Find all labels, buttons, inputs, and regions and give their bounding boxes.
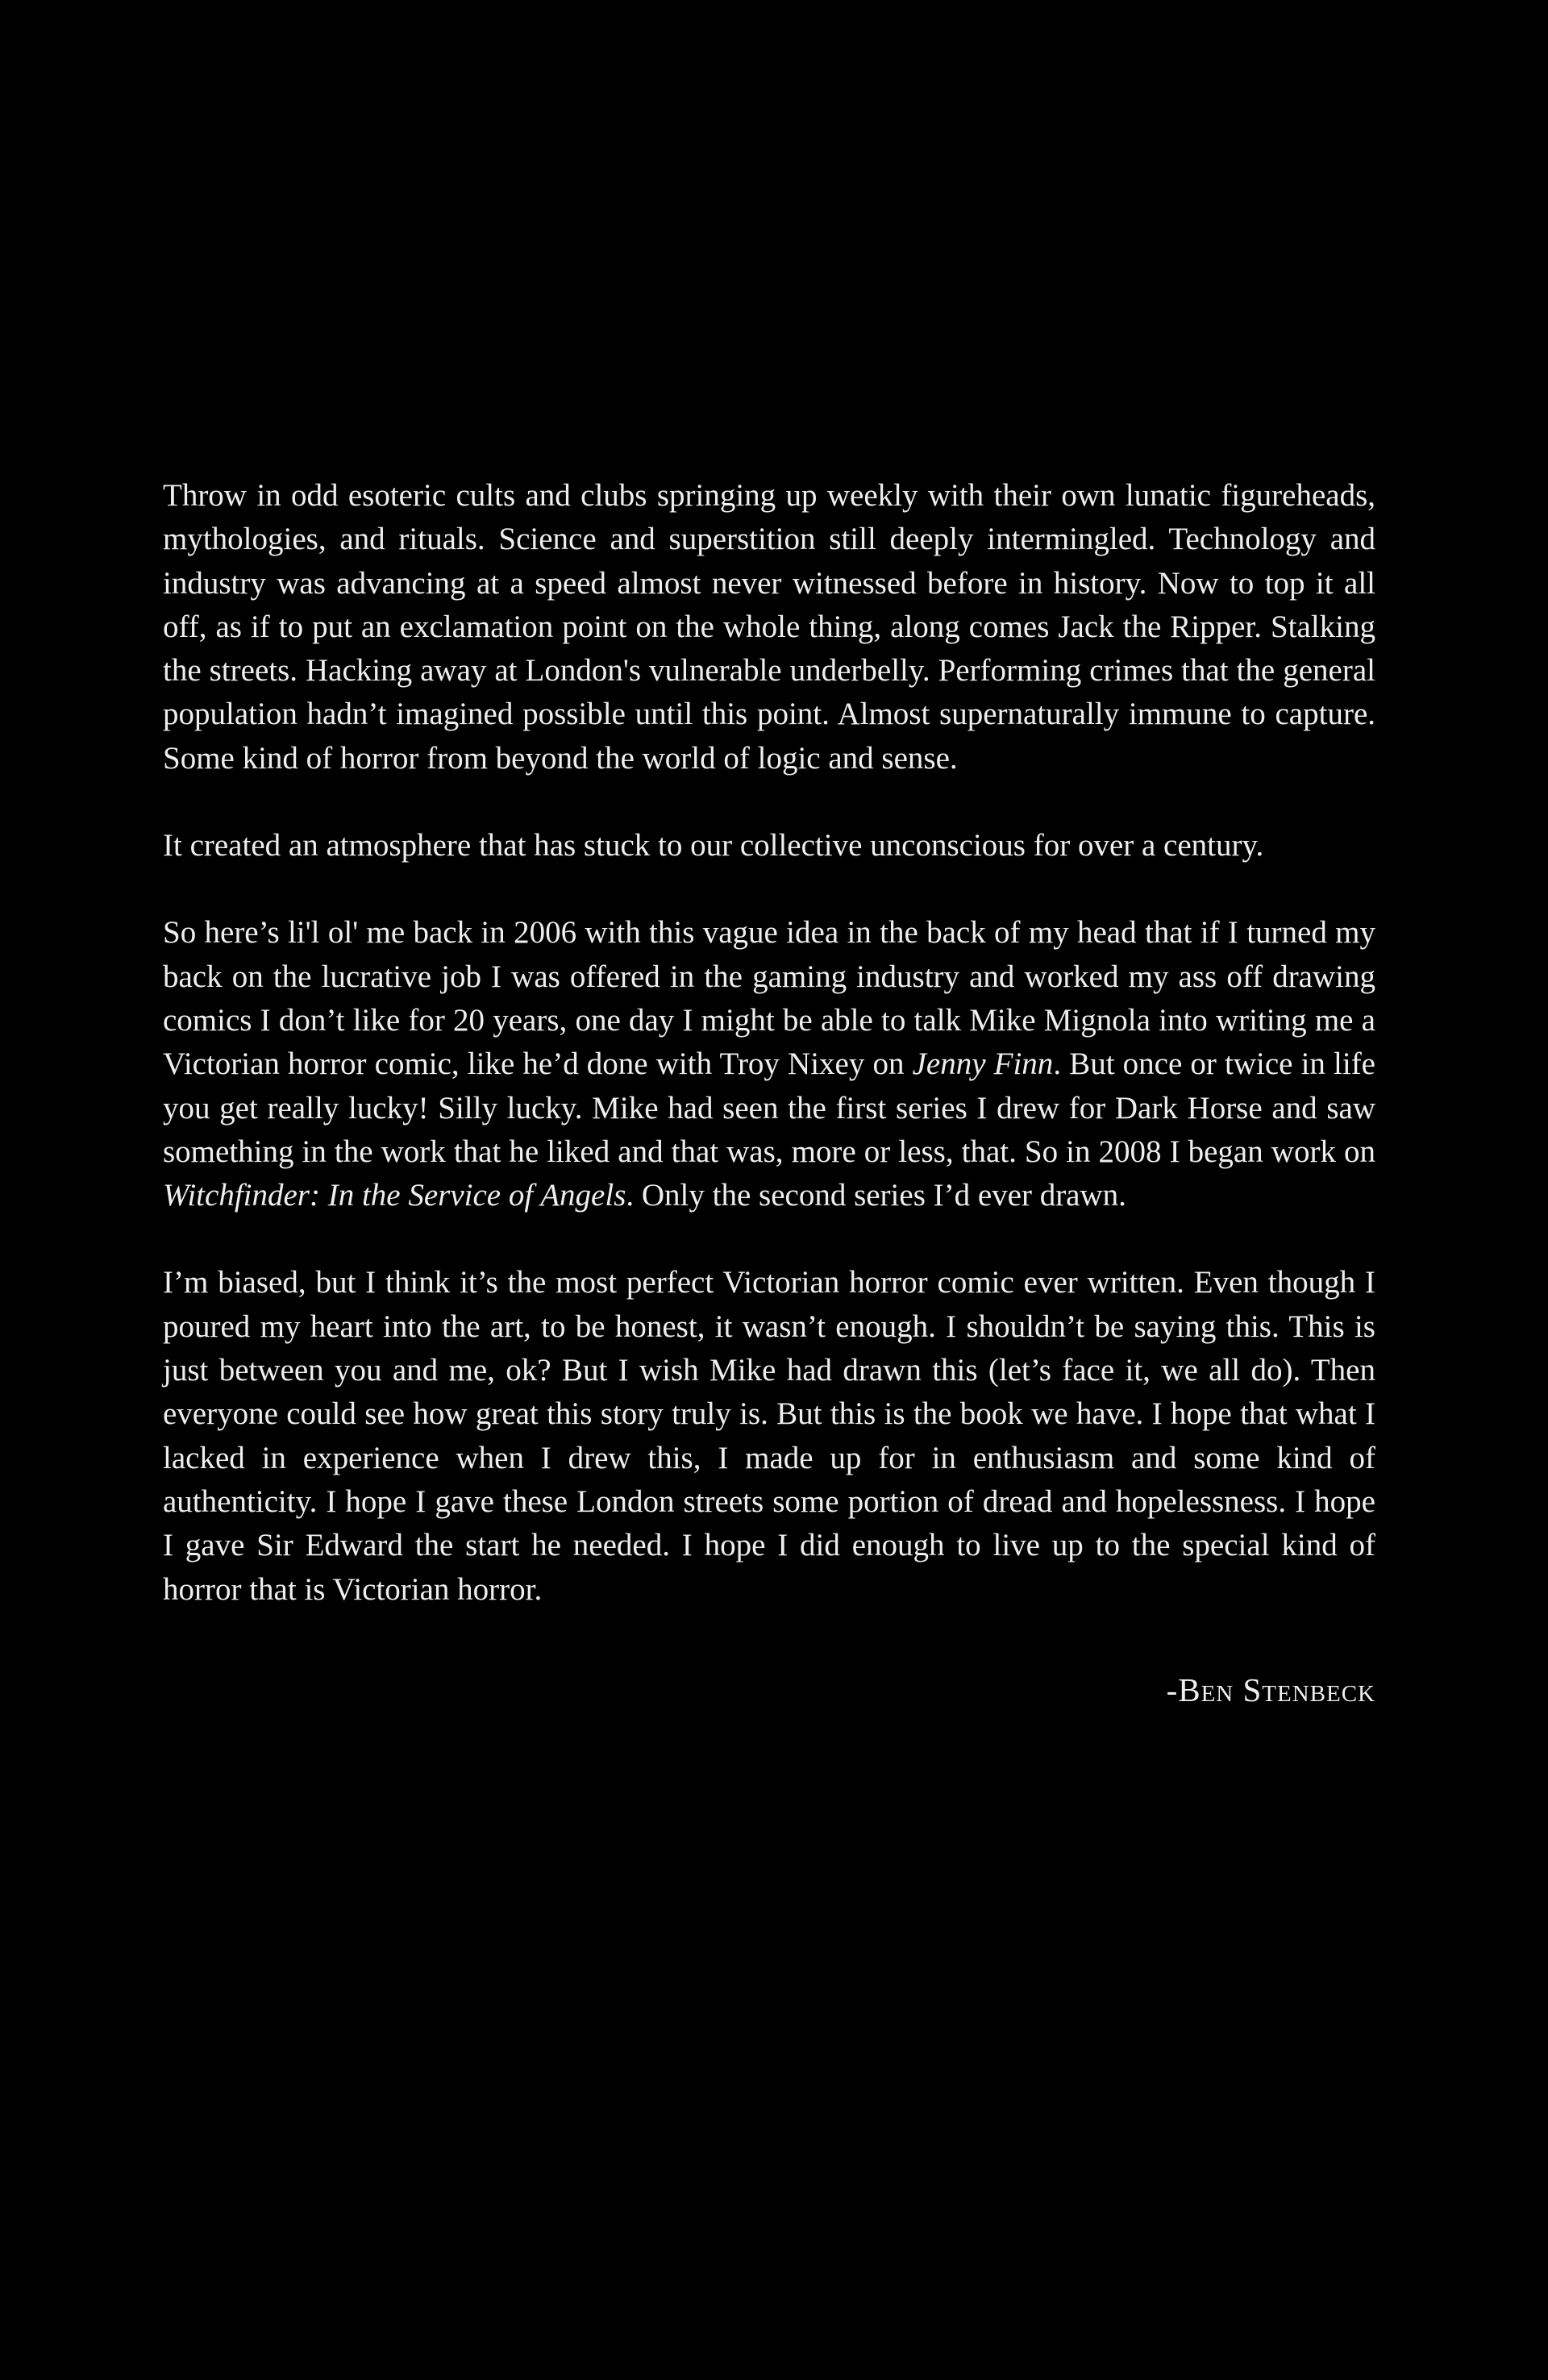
author-signature: -Ben Stenbeck: [1166, 1671, 1375, 1708]
body-text: [163, 474, 1375, 1655]
paragraph-4: I’m biased, but I think it’s the most perfect Victorian horror comic ever written. Even though I poured my heart into the art, to be honest, it wasn’t enough. I shouldn’t be saying this. This is just between you and me, ok? But I wish Mike had drawn this (let’s face it, we all do). Then everyone could see how great this story truly is. But this is the book we have. I hope that what I lacked in experience when I drew this, I made up for in enthusiasm and some kind of authenticity. I hope I gave these London streets some portion of dread and hopelessness. I hope I gave Sir Edward the start he needed. I hope I did enough to live up to the special kind of horror that is Victorian horror.: [163, 1265, 1375, 1607]
paragraph-3-part-2: . But once or twice in life you get really lucky! Silly lucky. Mike had seen the first series I drew for Dark Horse and saw something in the work that he liked and that was, more or less, that. So in 2008 I began work on: [163, 1046, 1375, 1169]
title-witchfinder: Witchfinder: In the Service of Angels: [163, 1178, 626, 1213]
paragraph-2: It created an atmosphere that has stuck to our collective unconscious for over a century.: [163, 828, 1264, 863]
paragraph-3-part-1: So here’s li'l ol' me back in 2006 with this vague idea in the back of my head that if I turned my back on the lucrative job I was offered in the gaming industry and worked my ass off drawing comics I don’t like for 20 years, one day I might be able to talk Mike Mignola into writing me a Victorian horror comic, like he’d done with Troy Nixey on: [163, 915, 1375, 1082]
title-jenny-finn: Jenny Finn: [912, 1046, 1054, 1082]
paragraph-3-part-3: . Only the second series I’d ever drawn.: [626, 1178, 1126, 1213]
paragraph-1: Throw in odd esoteric cults and clubs springing up weekly with their own lunatic figureheads, mythologies, and rituals. Science and superstition still deeply intermingled. Technology and industry was advancing at a speed almost never witnessed before in history. Now to top it all off, as if to put an exclamation point on the whole thing, along comes Jack the Ripper. Stalking the streets. Hacking away at London's vulnerable underbelly. Performing crimes that the general population hadn’t imagined possible until this point. Almost supernaturally immune to capture. Some kind of horror from beyond the world of logic and sense.: [163, 478, 1375, 776]
paragraph-3: [163, 911, 1375, 1217]
